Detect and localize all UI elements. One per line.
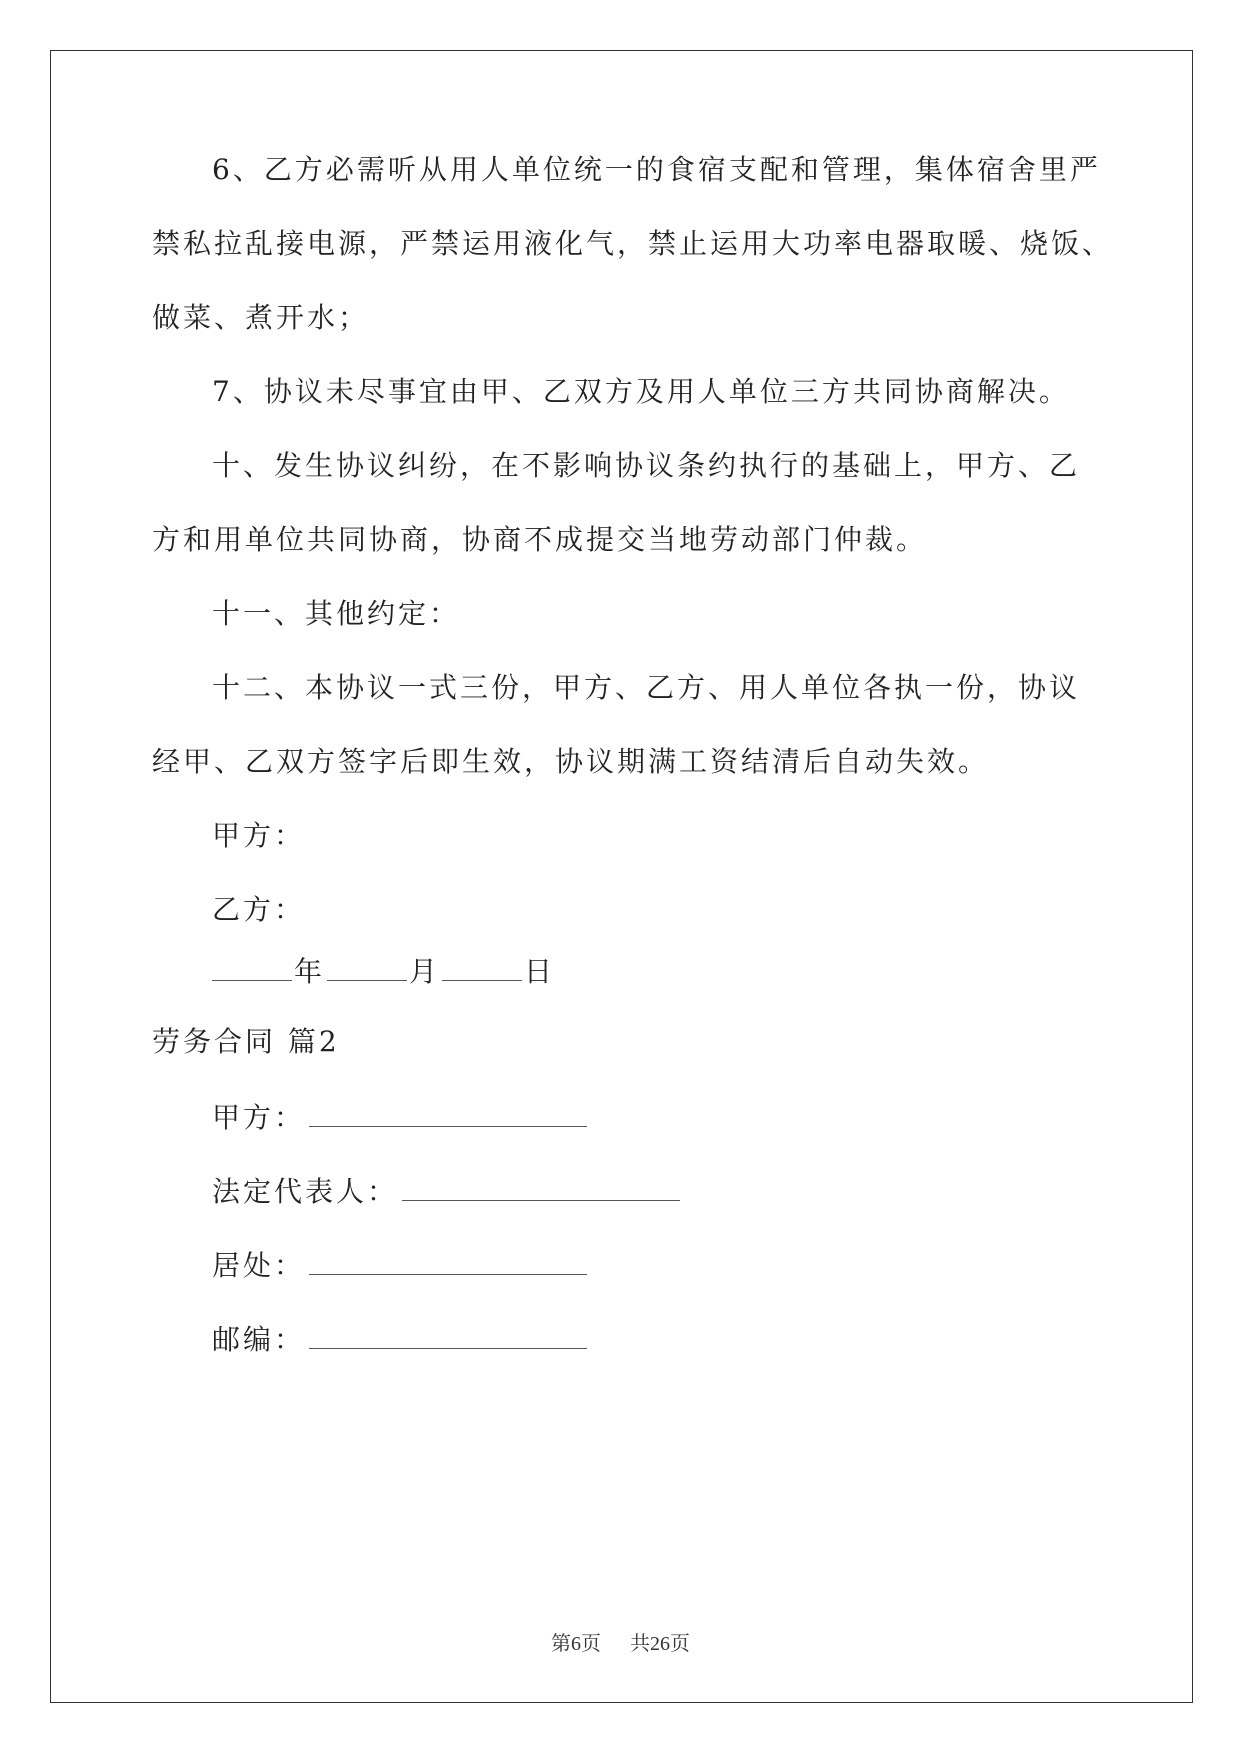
signature-party-b: 乙方： bbox=[212, 893, 306, 926]
paragraph-12-line-1: 十二、本协议一式三份，甲方、乙方、用人单位各执一份，协议 bbox=[212, 671, 1081, 704]
paragraph-11: 十一、其他约定： bbox=[212, 597, 461, 630]
residence-blank[interactable] bbox=[309, 1244, 587, 1275]
party-a-blank[interactable] bbox=[309, 1096, 587, 1127]
page-footer bbox=[0, 1627, 1241, 1656]
year-blank[interactable] bbox=[212, 950, 292, 981]
paragraph-10-line-2: 方和用单位共同协商，协商不成提交当地劳动部门仲裁。 bbox=[152, 523, 928, 556]
signature-date bbox=[212, 950, 555, 992]
postcode-field bbox=[212, 1318, 587, 1360]
month-label: 月 bbox=[409, 955, 441, 988]
party-a-field bbox=[212, 1096, 587, 1138]
year-label: 年 bbox=[294, 955, 326, 988]
page-number-total: 共26页 bbox=[630, 1633, 690, 1655]
paragraph-6-line-2: 禁私拉乱接电源，严禁运用液化气，禁止运用大功率电器取暖、烧饭、 bbox=[152, 227, 1114, 260]
day-blank[interactable] bbox=[442, 950, 522, 981]
legal-rep-label: 法定代表人： bbox=[212, 1175, 399, 1208]
paragraph-6-line-1: 6、乙方必需听从用人单位统一的食宿支配和管理，集体宿舍里严 bbox=[212, 153, 1101, 186]
legal-rep-blank[interactable] bbox=[402, 1170, 680, 1201]
postcode-blank[interactable] bbox=[309, 1318, 587, 1349]
month-blank[interactable] bbox=[327, 950, 407, 981]
signature-party-a: 甲方： bbox=[212, 819, 306, 852]
section-2-heading: 劳务合同 篇2 bbox=[152, 1025, 340, 1058]
residence-field bbox=[212, 1244, 587, 1286]
postcode-label: 邮编： bbox=[212, 1323, 306, 1356]
page-number-current: 第6页 bbox=[551, 1633, 601, 1655]
paragraph-12-line-2: 经甲、乙双方签字后即生效，协议期满工资结清后自动失效。 bbox=[152, 745, 990, 778]
residence-label: 居处： bbox=[212, 1249, 306, 1282]
legal-rep-field bbox=[212, 1170, 680, 1212]
day-label: 日 bbox=[524, 955, 556, 988]
party-a-label: 甲方： bbox=[212, 1101, 306, 1134]
paragraph-10-line-1: 十、发生协议纠纷，在不影响协议条约执行的基础上，甲方、乙 bbox=[212, 449, 1081, 482]
paragraph-6-line-3: 做菜、煮开水； bbox=[152, 301, 370, 334]
paragraph-7: 7、协议未尽事宜由甲、乙双方及用人单位三方共同协商解决。 bbox=[212, 375, 1070, 408]
